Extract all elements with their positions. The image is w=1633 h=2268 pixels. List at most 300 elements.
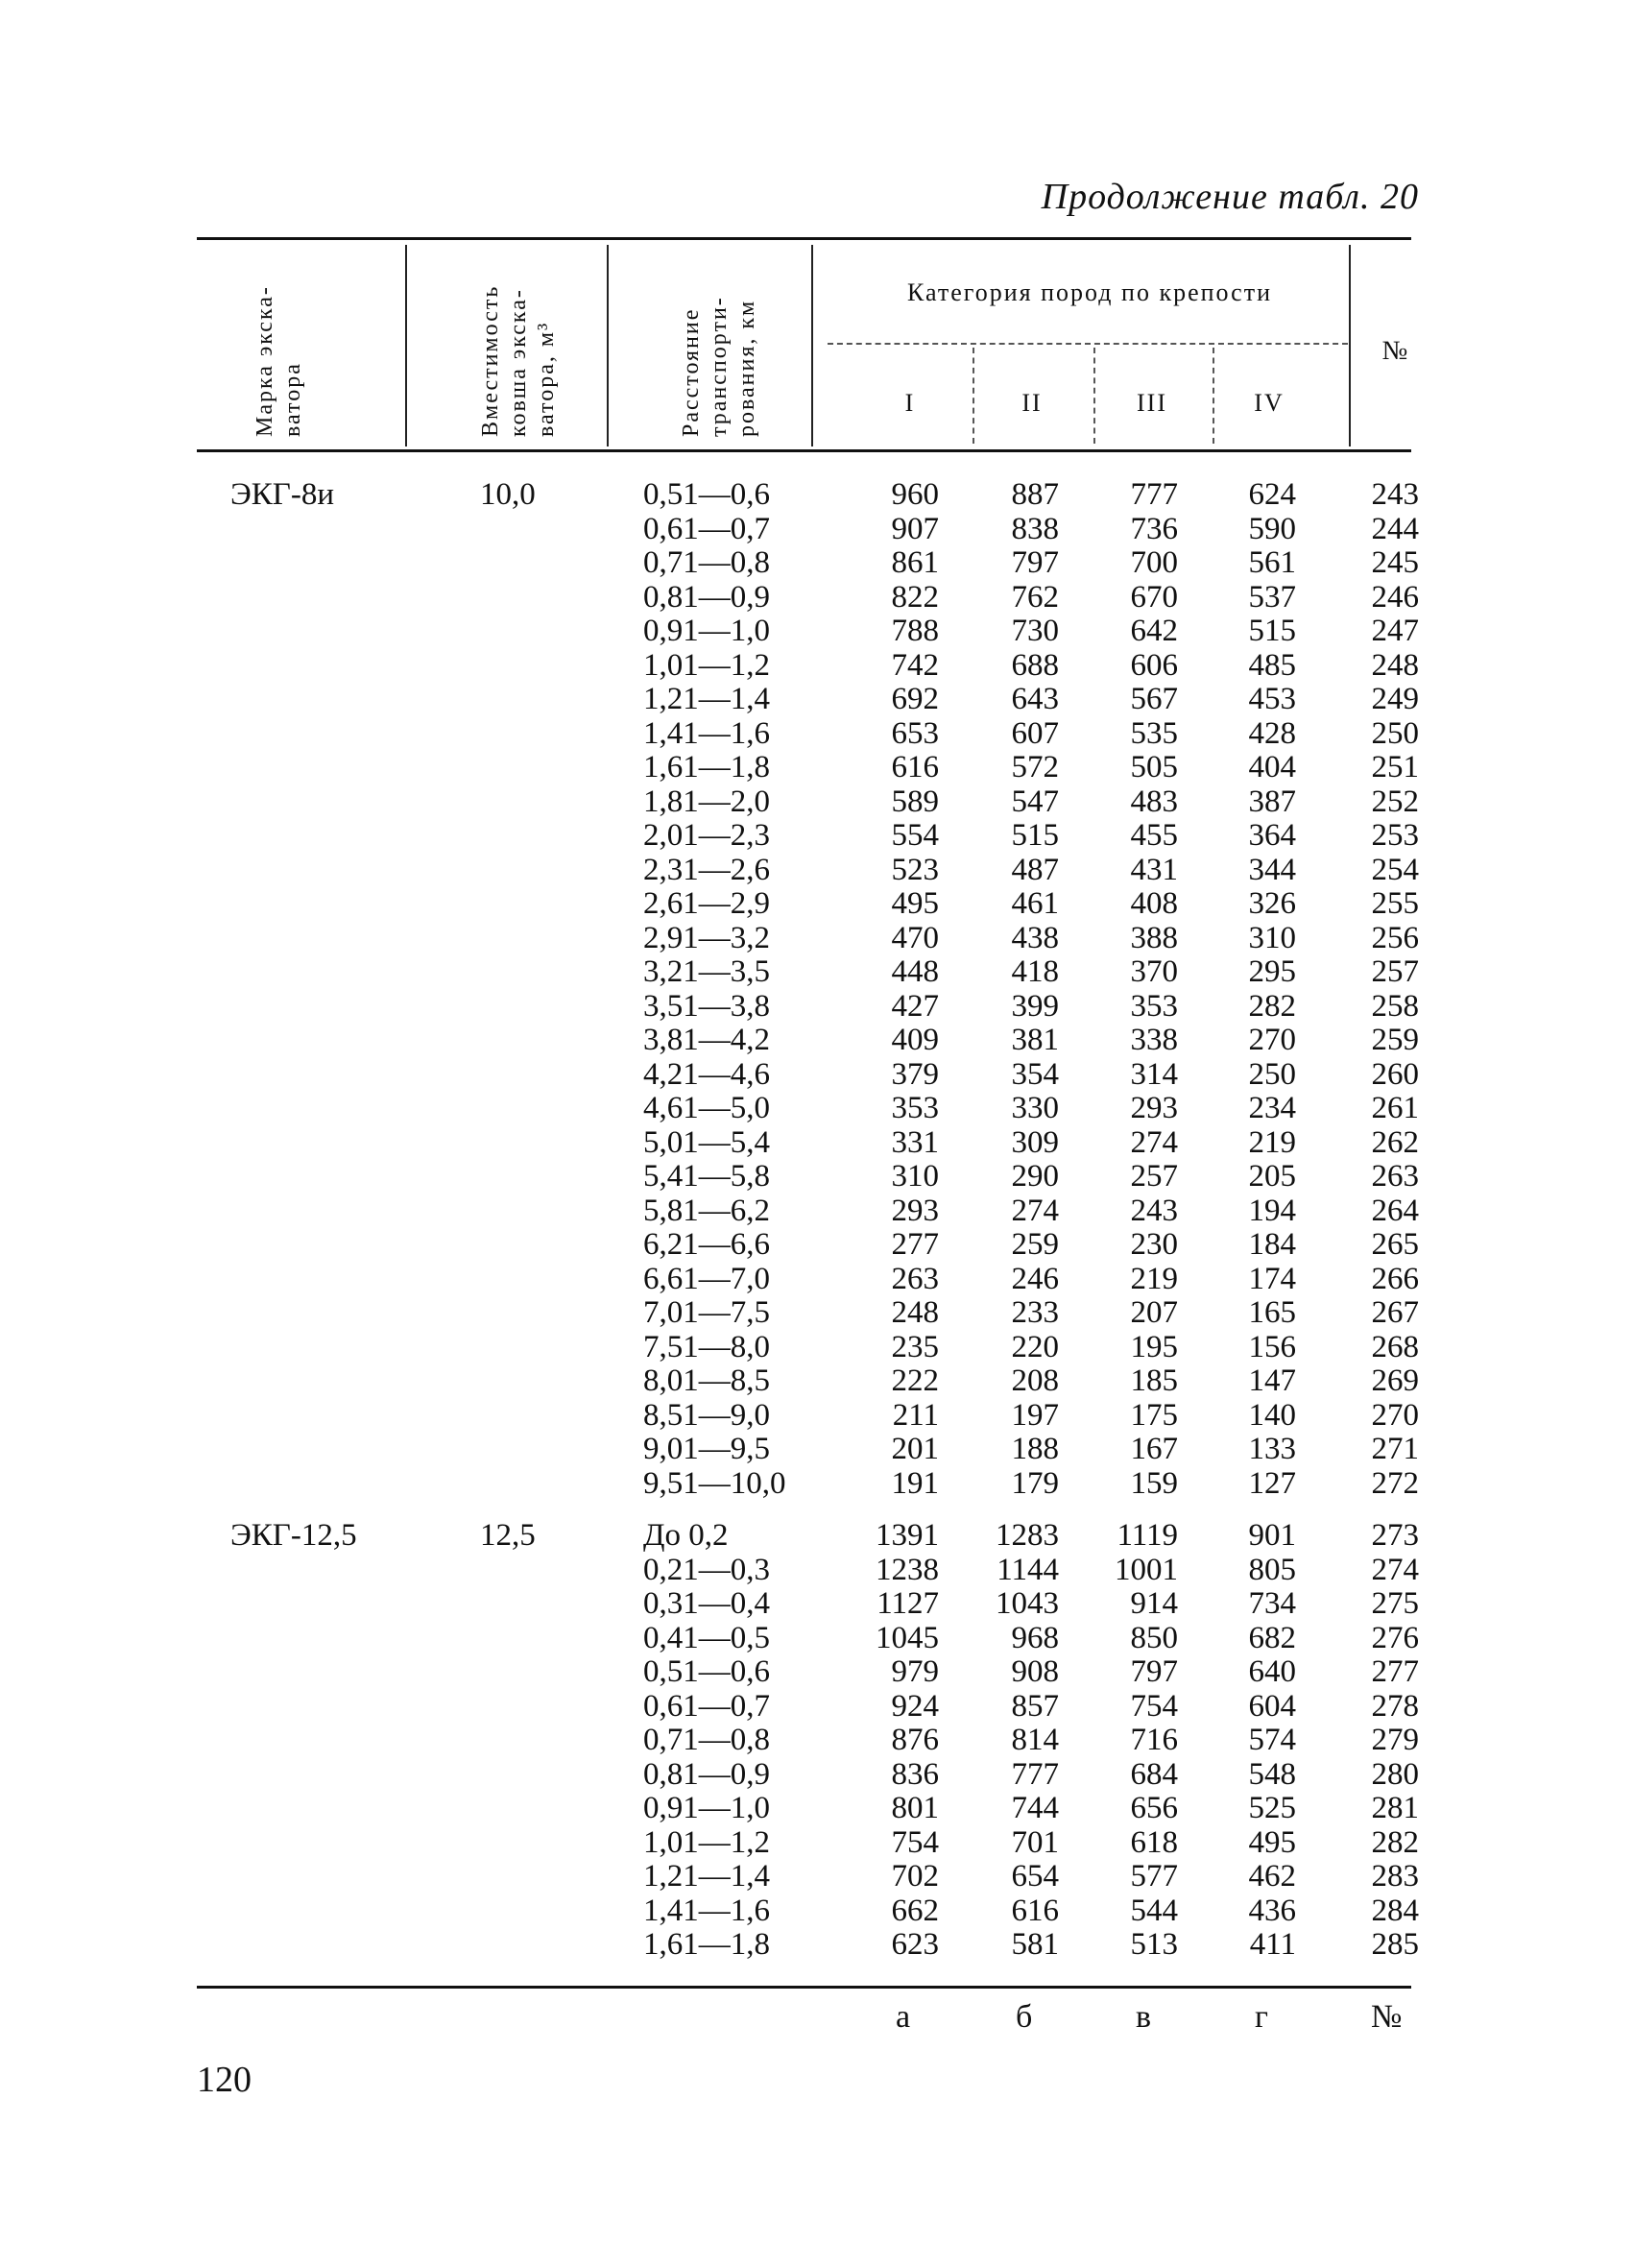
cat-IV-value: 462 — [1248, 1859, 1296, 1894]
transport-distance: 8,01—8,5 — [643, 1363, 770, 1398]
transport-distance: До 0,2 — [643, 1518, 729, 1553]
cat-I-value: 310 — [891, 1159, 939, 1194]
footer-b: б — [1016, 1999, 1033, 2035]
transport-distance: 0,91—1,0 — [643, 614, 770, 648]
table-row — [0, 1792, 1633, 1826]
table-row — [0, 922, 1633, 956]
cat-III-value: 370 — [1130, 954, 1178, 989]
row-number: 260 — [1371, 1056, 1419, 1092]
cat-IV-value: 165 — [1248, 1295, 1296, 1330]
table-row — [0, 1126, 1633, 1161]
transport-distance: 0,41—0,5 — [643, 1620, 770, 1655]
cat-I-value: 822 — [891, 579, 939, 615]
cat-II-value: 616 — [1011, 1893, 1059, 1928]
header-distance — [678, 296, 761, 437]
header-category-I: I — [904, 389, 916, 417]
cat-IV-value: 525 — [1248, 1791, 1296, 1825]
table-row — [0, 1399, 1633, 1434]
table-row — [0, 1860, 1633, 1894]
transport-distance: 1,21—1,4 — [643, 1859, 770, 1894]
cat-I-value: 263 — [891, 1261, 939, 1296]
cat-I-value: 836 — [891, 1756, 939, 1792]
cat-III-value: 1119 — [1117, 1518, 1178, 1553]
table-row — [0, 819, 1633, 854]
table-row — [0, 615, 1633, 649]
transport-distance: 0,31—0,4 — [643, 1586, 770, 1621]
row-number: 262 — [1371, 1124, 1419, 1160]
transport-distance: 0,51—0,6 — [643, 1654, 770, 1689]
cat-III-value: 642 — [1130, 614, 1178, 648]
transport-distance: 1,81—2,0 — [643, 784, 770, 819]
row-number: 275 — [1371, 1586, 1419, 1621]
cat-III-value: 483 — [1130, 784, 1178, 819]
table-row — [0, 1433, 1633, 1467]
row-number: 274 — [1371, 1552, 1419, 1587]
excavator-brand: ЭКГ-8и — [230, 477, 335, 512]
cat-I-value: 191 — [891, 1465, 939, 1501]
footer-number: № — [1371, 1999, 1403, 2035]
cat-III-value: 185 — [1130, 1363, 1178, 1398]
table-row — [0, 1092, 1633, 1126]
cat-IV-value: 604 — [1248, 1688, 1296, 1724]
transport-distance: 5,01—5,4 — [643, 1124, 770, 1160]
table-row — [0, 1655, 1633, 1690]
cat-III-value: 513 — [1130, 1927, 1178, 1962]
row-number: 243 — [1371, 477, 1419, 512]
cat-I-value: 277 — [891, 1227, 939, 1262]
row-number: 249 — [1371, 682, 1419, 716]
header-divider-4 — [1349, 245, 1351, 446]
transport-distance: 1,41—1,6 — [643, 715, 770, 751]
cat-I-value: 222 — [891, 1363, 939, 1398]
cat-IV-value: 219 — [1248, 1124, 1296, 1160]
cat-III-value: 700 — [1130, 545, 1178, 580]
transport-distance: 0,91—1,0 — [643, 1791, 770, 1825]
cat-II-value: 487 — [1011, 852, 1059, 887]
cat-III-value: 274 — [1130, 1124, 1178, 1160]
cat-I-value: 742 — [891, 647, 939, 683]
cat-III-value: 850 — [1130, 1620, 1178, 1655]
row-number: 280 — [1371, 1756, 1419, 1792]
cat-III-value: 754 — [1130, 1688, 1178, 1724]
cat-III-value: 159 — [1130, 1465, 1178, 1501]
cat-I-value: 662 — [891, 1893, 939, 1928]
cat-IV-value: 295 — [1248, 954, 1296, 989]
cat-III-value: 219 — [1130, 1261, 1178, 1296]
cat-IV-value: 310 — [1248, 920, 1296, 955]
cat-I-value: 861 — [891, 545, 939, 580]
data-table — [0, 478, 1633, 1963]
cat-I-value: 692 — [891, 682, 939, 716]
cat-IV-value: 387 — [1248, 784, 1296, 819]
cat-I-value: 409 — [891, 1023, 939, 1057]
table-row — [0, 887, 1633, 922]
row-number: 268 — [1371, 1329, 1419, 1364]
row-number: 283 — [1371, 1859, 1419, 1894]
row-number: 248 — [1371, 647, 1419, 683]
table-row — [0, 1758, 1633, 1793]
table-row — [0, 683, 1633, 717]
table-row — [0, 1724, 1633, 1758]
header-category-III: III — [1137, 389, 1167, 417]
excavator-brand: ЭКГ-12,5 — [230, 1518, 357, 1553]
row-number: 256 — [1371, 920, 1419, 955]
row-number: 258 — [1371, 988, 1419, 1024]
cat-III-value: 670 — [1130, 579, 1178, 615]
cat-II-value: 208 — [1011, 1363, 1059, 1398]
cat-IV-value: 133 — [1248, 1432, 1296, 1466]
transport-distance: 3,81—4,2 — [643, 1023, 770, 1057]
transport-distance: 7,51—8,0 — [643, 1329, 770, 1364]
transport-distance: 0,71—0,8 — [643, 1723, 770, 1757]
transport-distance: 9,51—10,0 — [643, 1465, 786, 1501]
cat-I-value: 293 — [891, 1193, 939, 1228]
row-number: 281 — [1371, 1791, 1419, 1825]
cat-IV-value: 548 — [1248, 1756, 1296, 1792]
cat-III-value: 618 — [1130, 1824, 1178, 1860]
cat-IV-value: 174 — [1248, 1261, 1296, 1296]
cat-II-value: 188 — [1011, 1432, 1059, 1466]
row-number: 271 — [1371, 1432, 1419, 1466]
transport-distance: 4,61—5,0 — [643, 1091, 770, 1125]
cat-II-value: 259 — [1011, 1227, 1059, 1262]
cat-I-value: 907 — [891, 511, 939, 546]
transport-distance: 1,21—1,4 — [643, 682, 770, 716]
cat-IV-value: 194 — [1248, 1193, 1296, 1228]
transport-distance: 1,01—1,2 — [643, 1824, 770, 1860]
cat-III-value: 567 — [1130, 682, 1178, 716]
cat-IV-value: 901 — [1248, 1518, 1296, 1553]
cat-III-value: 243 — [1130, 1193, 1178, 1228]
transport-distance: 1,61—1,8 — [643, 1927, 770, 1962]
cat-III-value: 230 — [1130, 1227, 1178, 1262]
table-row — [0, 1554, 1633, 1588]
cat-IV-value: 411 — [1249, 1927, 1296, 1962]
transport-distance: 9,01—9,5 — [643, 1432, 770, 1466]
page-number: 120 — [197, 2060, 252, 2100]
table-row — [0, 1622, 1633, 1656]
cat-IV-value: 805 — [1248, 1552, 1296, 1587]
table-row — [0, 1058, 1633, 1093]
header-volume-line3: ватора, м³ — [534, 321, 559, 437]
cat-IV-value: 364 — [1248, 818, 1296, 853]
header-divider-3 — [811, 245, 813, 446]
cat-III-value: 293 — [1130, 1091, 1178, 1125]
cat-III-value: 535 — [1130, 715, 1178, 751]
category-sub-rule — [828, 343, 1348, 345]
cat-IV-value: 127 — [1248, 1465, 1296, 1501]
cat-III-value: 408 — [1130, 886, 1178, 921]
transport-distance: 0,61—0,7 — [643, 511, 770, 546]
group-gap — [0, 1501, 1633, 1519]
header-divider-2 — [607, 245, 609, 446]
cat-II-value: 1043 — [996, 1586, 1059, 1621]
transport-distance: 4,21—4,6 — [643, 1056, 770, 1092]
row-number: 252 — [1371, 784, 1419, 819]
table-row — [0, 751, 1633, 785]
cat-II-value: 607 — [1011, 715, 1059, 751]
cat-IV-value: 682 — [1248, 1620, 1296, 1655]
cat-II-value: 797 — [1011, 545, 1059, 580]
cat-I-value: 523 — [891, 852, 939, 887]
cat-I-value: 653 — [891, 715, 939, 751]
row-number: 245 — [1371, 545, 1419, 580]
footer-v: в — [1136, 1999, 1152, 2035]
cat-III-value: 338 — [1130, 1023, 1178, 1057]
header-volume-line1: Вместимость — [478, 284, 503, 437]
cat-IV-value: 404 — [1248, 750, 1296, 784]
cat-II-value: 701 — [1011, 1824, 1059, 1860]
cat-I-value: 554 — [891, 818, 939, 853]
table-row — [0, 513, 1633, 547]
table-row — [0, 1587, 1633, 1622]
table-row — [0, 1467, 1633, 1502]
cat-I-value: 1391 — [876, 1518, 939, 1553]
table-row — [0, 1228, 1633, 1263]
table-row — [0, 1826, 1633, 1861]
cat-IV-value: 537 — [1248, 579, 1296, 615]
cat-IV-value: 590 — [1248, 511, 1296, 546]
row-number: 282 — [1371, 1824, 1419, 1860]
cat-II-value: 309 — [1011, 1124, 1059, 1160]
cat-II-value: 381 — [1011, 1023, 1059, 1057]
cat-I-value: 788 — [891, 614, 939, 648]
cat-III-value: 431 — [1130, 852, 1178, 887]
table-row — [0, 854, 1633, 888]
cat-III-value: 684 — [1130, 1756, 1178, 1792]
cat-II-value: 643 — [1011, 682, 1059, 716]
cat-III-value: 577 — [1130, 1859, 1178, 1894]
cat-II-value: 838 — [1011, 511, 1059, 546]
row-number: 285 — [1371, 1927, 1419, 1962]
row-number: 263 — [1371, 1159, 1419, 1194]
cat-III-value: 544 — [1130, 1893, 1178, 1928]
row-number: 279 — [1371, 1723, 1419, 1757]
cat-II-value: 233 — [1011, 1295, 1059, 1330]
cat-IV-value: 515 — [1248, 614, 1296, 648]
cat-I-value: 448 — [891, 954, 939, 989]
cat-II-value: 581 — [1011, 1927, 1059, 1962]
transport-distance: 0,81—0,9 — [643, 1756, 770, 1792]
transport-distance: 8,51—9,0 — [643, 1397, 770, 1433]
cat-IV-value: 485 — [1248, 647, 1296, 683]
cat-II-value: 515 — [1011, 818, 1059, 853]
footer-a: а — [896, 1999, 911, 2035]
cat-III-value: 656 — [1130, 1791, 1178, 1825]
table-row — [0, 478, 1633, 513]
row-number: 250 — [1371, 715, 1419, 751]
cat-IV-value: 282 — [1248, 988, 1296, 1024]
header-divider-1 — [405, 245, 407, 446]
header-volume-line2: ковша экска- — [506, 288, 531, 437]
cat-II-value: 418 — [1011, 954, 1059, 989]
cat-II-value: 572 — [1011, 750, 1059, 784]
table-row — [0, 1296, 1633, 1331]
cat-IV-value: 156 — [1248, 1329, 1296, 1364]
cat-I-value: 379 — [891, 1056, 939, 1092]
transport-distance: 7,01—7,5 — [643, 1295, 770, 1330]
table-row — [0, 1364, 1633, 1399]
cat-III-value: 195 — [1130, 1329, 1178, 1364]
header-distance-line1: Расстояние — [679, 307, 704, 437]
cat-II-value: 777 — [1011, 1756, 1059, 1792]
cat-IV-value: 640 — [1248, 1654, 1296, 1689]
cat-I-value: 702 — [891, 1859, 939, 1894]
cat-III-value: 716 — [1130, 1723, 1178, 1757]
table-top-rule — [197, 237, 1411, 240]
cat-I-value: 470 — [891, 920, 939, 955]
cat-III-value: 797 — [1130, 1654, 1178, 1689]
row-number: 246 — [1371, 579, 1419, 615]
cat-II-value: 908 — [1011, 1654, 1059, 1689]
cat-III-value: 388 — [1130, 920, 1178, 955]
category-sub-divider-1 — [973, 348, 974, 444]
cat-III-value: 353 — [1130, 988, 1178, 1024]
table-row — [0, 1690, 1633, 1725]
cat-IV-value: 436 — [1248, 1893, 1296, 1928]
footer-g: г — [1255, 1999, 1268, 2035]
row-number: 270 — [1371, 1397, 1419, 1433]
table-row — [0, 1894, 1633, 1929]
transport-distance: 2,01—2,3 — [643, 818, 770, 853]
cat-III-value: 207 — [1130, 1295, 1178, 1330]
cat-III-value: 777 — [1130, 477, 1178, 512]
header-brand — [252, 285, 307, 437]
transport-distance: 2,91—3,2 — [643, 920, 770, 955]
header-category: Категория пород по крепости — [906, 278, 1272, 306]
cat-II-value: 688 — [1011, 647, 1059, 683]
cat-II-value: 1144 — [997, 1552, 1059, 1587]
header-distance-line2: транспорти- — [707, 296, 732, 437]
cat-II-value: 654 — [1011, 1859, 1059, 1894]
row-number: 278 — [1371, 1688, 1419, 1724]
header-brand-line2: ватора — [280, 362, 305, 437]
cat-II-value: 887 — [1011, 477, 1059, 512]
category-sub-divider-3 — [1213, 348, 1214, 444]
cat-I-value: 979 — [891, 1654, 939, 1689]
bucket-volume: 10,0 — [480, 477, 536, 512]
cat-IV-value: 140 — [1248, 1397, 1296, 1433]
cat-IV-value: 205 — [1248, 1159, 1296, 1194]
cat-I-value: 589 — [891, 784, 939, 819]
cat-IV-value: 270 — [1248, 1023, 1296, 1057]
cat-I-value: 623 — [891, 1927, 939, 1962]
cat-II-value: 762 — [1011, 579, 1059, 615]
cat-IV-value: 147 — [1248, 1363, 1296, 1398]
cat-II-value: 220 — [1011, 1329, 1059, 1364]
cat-II-value: 399 — [1011, 988, 1059, 1024]
cat-III-value: 606 — [1130, 647, 1178, 683]
cat-I-value: 248 — [891, 1295, 939, 1330]
cat-I-value: 353 — [891, 1091, 939, 1125]
cat-III-value: 736 — [1130, 511, 1178, 546]
cat-II-value: 814 — [1011, 1723, 1059, 1757]
row-number: 276 — [1371, 1620, 1419, 1655]
transport-distance: 3,51—3,8 — [643, 988, 770, 1024]
transport-distance: 1,61—1,8 — [643, 750, 770, 784]
cat-II-value: 330 — [1011, 1091, 1059, 1125]
row-number: 251 — [1371, 750, 1419, 784]
cat-I-value: 495 — [891, 886, 939, 921]
cat-II-value: 438 — [1011, 920, 1059, 955]
cat-II-value: 246 — [1011, 1261, 1059, 1296]
cat-III-value: 914 — [1130, 1586, 1178, 1621]
row-number: 253 — [1371, 818, 1419, 853]
table-row — [0, 785, 1633, 820]
cat-II-value: 179 — [1011, 1465, 1059, 1501]
row-number: 269 — [1371, 1363, 1419, 1398]
cat-IV-value: 453 — [1248, 682, 1296, 716]
cat-I-value: 1127 — [877, 1586, 939, 1621]
cat-I-value: 754 — [891, 1824, 939, 1860]
cat-III-value: 1001 — [1115, 1552, 1178, 1587]
header-distance-line3: рования, км — [734, 299, 759, 437]
table-row — [0, 990, 1633, 1025]
header-category-IV: IV — [1254, 389, 1285, 417]
cat-I-value: 924 — [891, 1688, 939, 1724]
table-row — [0, 546, 1633, 581]
cat-II-value: 547 — [1011, 784, 1059, 819]
transport-distance: 0,71—0,8 — [643, 545, 770, 580]
cat-IV-value: 326 — [1248, 886, 1296, 921]
category-sub-divider-2 — [1093, 348, 1095, 444]
table-row — [0, 717, 1633, 752]
row-number: 255 — [1371, 886, 1419, 921]
row-number: 284 — [1371, 1893, 1419, 1928]
cat-II-value: 857 — [1011, 1688, 1059, 1724]
header-volume — [477, 285, 561, 437]
cat-II-value: 461 — [1011, 886, 1059, 921]
cat-II-value: 290 — [1011, 1159, 1059, 1194]
transport-distance: 5,81—6,2 — [643, 1193, 770, 1228]
row-number: 272 — [1371, 1465, 1419, 1501]
cat-II-value: 1283 — [996, 1518, 1059, 1553]
cat-I-value: 801 — [891, 1791, 939, 1825]
table-row — [0, 1331, 1633, 1365]
cat-II-value: 968 — [1011, 1620, 1059, 1655]
bucket-volume: 12,5 — [480, 1518, 536, 1553]
cat-I-value: 960 — [891, 477, 939, 512]
cat-I-value: 1045 — [876, 1620, 939, 1655]
transport-distance: 5,41—5,8 — [643, 1159, 770, 1194]
table-row — [0, 1160, 1633, 1194]
cat-IV-value: 574 — [1248, 1723, 1296, 1757]
row-number: 261 — [1371, 1091, 1419, 1125]
transport-distance: 2,61—2,9 — [643, 886, 770, 921]
row-number: 247 — [1371, 614, 1419, 648]
cat-II-value: 354 — [1011, 1056, 1059, 1092]
cat-II-value: 730 — [1011, 614, 1059, 648]
table-bottom-rule — [197, 1986, 1411, 1989]
cat-III-value: 167 — [1130, 1432, 1178, 1466]
cat-I-value: 201 — [891, 1432, 939, 1466]
transport-distance: 0,51—0,6 — [643, 477, 770, 512]
cat-I-value: 331 — [891, 1124, 939, 1160]
row-number: 244 — [1371, 511, 1419, 546]
table-row — [0, 649, 1633, 684]
cat-I-value: 211 — [892, 1397, 939, 1433]
transport-distance: 2,31—2,6 — [643, 852, 770, 887]
table-row — [0, 1928, 1633, 1963]
cat-IV-value: 184 — [1248, 1227, 1296, 1262]
header-category-II: II — [1021, 389, 1043, 417]
cat-IV-value: 234 — [1248, 1091, 1296, 1125]
cat-IV-value: 428 — [1248, 715, 1296, 751]
row-number: 259 — [1371, 1023, 1419, 1057]
row-number: 257 — [1371, 954, 1419, 989]
cat-I-value: 1238 — [876, 1552, 939, 1587]
table-row — [0, 1519, 1633, 1554]
